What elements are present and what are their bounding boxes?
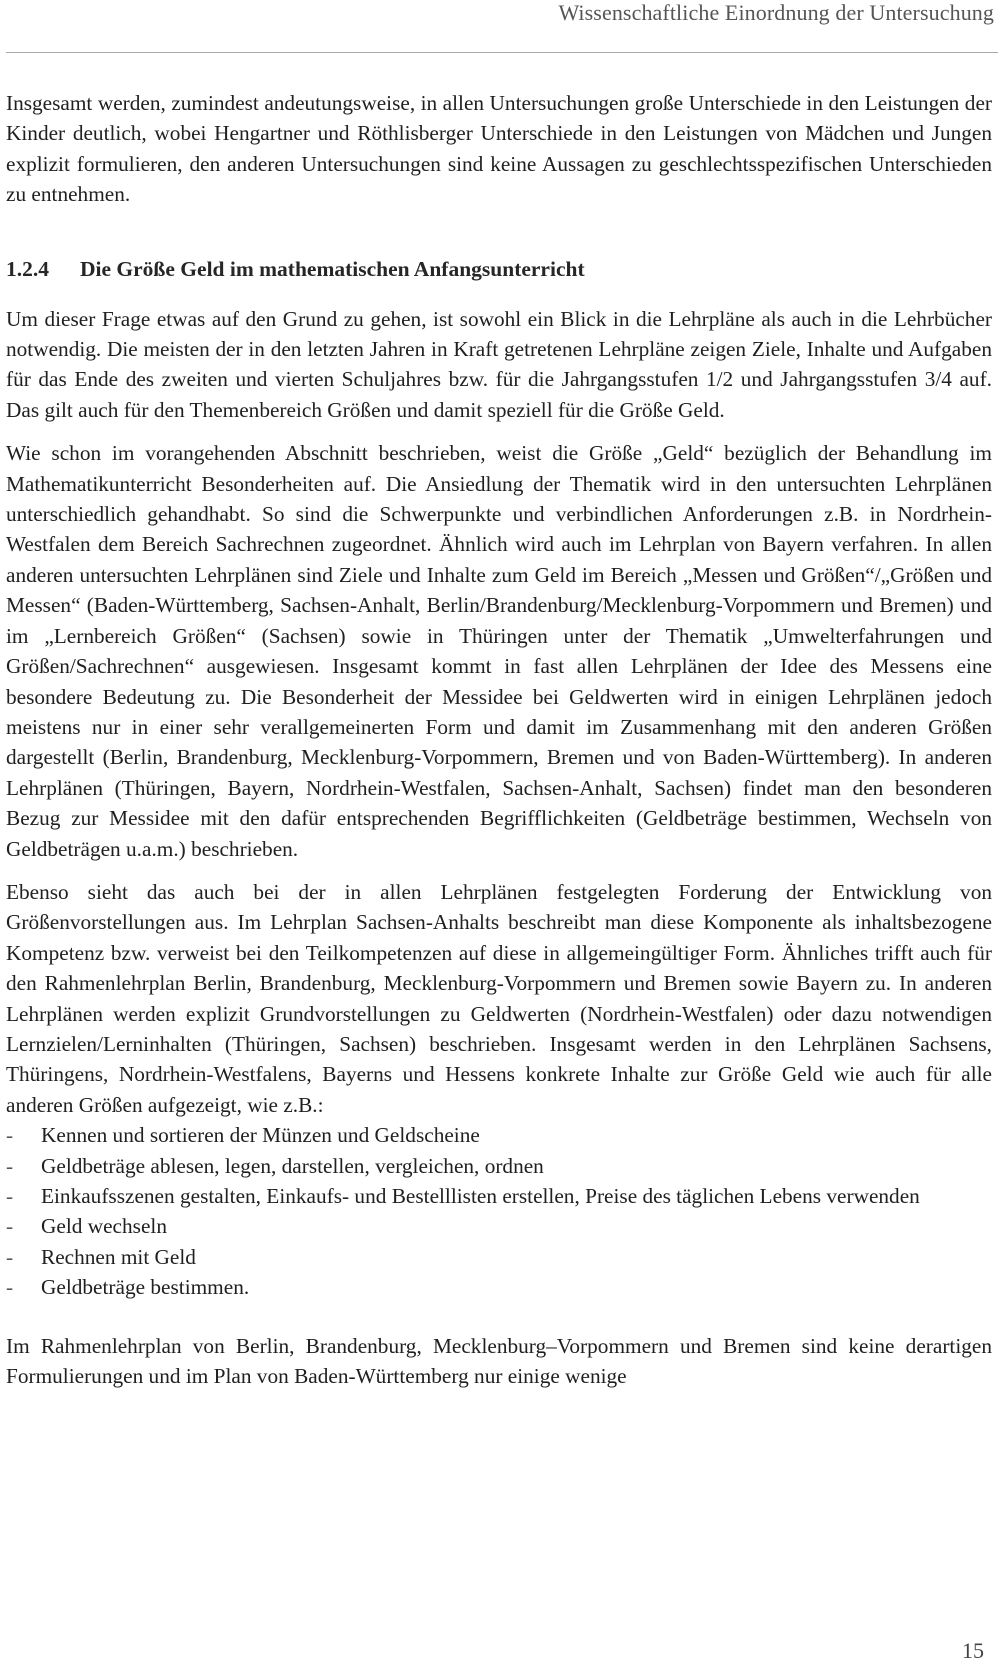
list-dash: -: [6, 1123, 14, 1148]
list-item: [6, 1242, 992, 1272]
list-dash: -: [6, 1214, 14, 1239]
list-item: [6, 1272, 992, 1302]
list-item: [6, 1181, 992, 1211]
list-item: [6, 1151, 992, 1181]
body-text: [6, 88, 992, 1391]
section-number: 1.2.4: [6, 256, 49, 281]
paragraph-closing: Im Rahmenlehrplan von Berlin, Brandenburg, Mecklenburg–Vorpommern und Bremen sind keine derartigen Formulierungen und im Plan von Baden-Württemberg nur einige wenige: [6, 1333, 992, 1389]
list-dash: -: [6, 1275, 14, 1300]
page-number: 15: [962, 1638, 984, 1663]
content-list: [6, 1120, 992, 1302]
running-header: Wissenschaftliche Einordnung der Untersuchung: [558, 0, 994, 25]
paragraph-size-concepts: Ebenso sieht das auch bei der in allen Lehrplänen festgelegten Forderung der Entwicklung von Größenvorstellungen aus. Im Lehrplan Sachsen-Anhalts beschreibt man diese Komponente als inhaltsbezogene Kompetenz bzw. verweist bei den Teilkompetenzen auf diese in allgemeingültiger Form. Ähnliches trifft auch für den Rahmenlehrplan Berlin, Brandenburg, Mecklenburg-Vorpommern und Bremen sowie Bayern zu. In anderen Lehrplänen werden explizit Grundvorstellungen zu Geldwerten (Nordrhein-Westfalen) oder dazu notwendigen Lernzielen/Lerninhalten (Thüringen, Sachsen) beschrieben. Insgesamt werden in den Lehrplänen Sachsens, Thüringens, Nordrhein-Westfalens, Bayerns und Hessens konkrete Inhalte zur Größe Geld wie auch für alle anderen Größen aufgezeigt, wie z.B.:: [6, 879, 992, 1117]
section-title: Die Größe Geld im mathematischen Anfangsunterricht: [80, 256, 585, 281]
paragraph-summary: Insgesamt werden, zumindest andeutungsweise, in allen Untersuchungen große Unterschiede in den Leistungen der Kinder deutlich, wobei Hengartner und Röthlisberger Unterschiede in den Leistungen von Mädchen und Jungen explizit formulieren, den anderen Untersuchungen sind keine Aussagen zu geschlechtsspezifischen Unterschieden zu entnehmen.: [6, 91, 992, 207]
list-item-text: Geldbeträge bestimmen.: [41, 1275, 250, 1300]
list-dash: -: [6, 1184, 14, 1208]
list-item-text: Einkaufsszenen gestalten, Einkaufs- und Bestelllisten erstellen, Preise des täglichen Lebens verwenden: [41, 1184, 920, 1208]
section-heading: [6, 254, 992, 284]
list-item-text: Geld wechseln: [41, 1214, 167, 1239]
list-dash: -: [6, 1153, 14, 1178]
list-item-text: Kennen und sortieren der Münzen und Geldscheine: [41, 1123, 480, 1148]
paragraph-curricula: Wie schon im vorangehenden Abschnitt beschrieben, weist die Größe „Geld“ bezüglich der Behandlung im Mathematikunterricht Besonderheiten auf. Die Ansiedlung der Thematik wird in den untersuchten Lehrplänen unterschiedlich gehandhabt. So sind die Schwerpunkte und verbindlichen Anforderungen z.B. in Nordrhein-Westfalen dem Bereich Sachrechnen zugeordnet. Ähnlich wird auch im Lehrplan von Bayern verfahren. In allen anderen untersuchten Lehrplänen sind Ziele und Inhalte zum Geld im Bereich „Messen und Größen“/„Größen und Messen“ (Baden-Württemberg, Sachsen-Anhalt, Berlin/Brandenburg/Mecklenburg-Vorpommern und Bremen) und im „Lernbereich Größen“ (Sachsen) sowie in Thüringen unter der Thematik „Umwelterfahrungen und Größen/Sachrechnen“ ausgewiesen. Insgesamt kommt in fast allen Lehrplänen der Idee des Messens eine besondere Bedeutung zu. Die Besonderheit der Messidee bei Geldwerten wird in einigen Lehrplänen jedoch meistens nur in einer sehr verallgemeinerten Form und damit im Zusammenhang mit den anderen Größen dargestellt (Berlin, Brandenburg, Mecklenburg-Vorpommern, Bremen und von Baden-Württemberg). In anderen Lehrplänen (Thüringen, Bayern, Nordrhein-Westfalen, Sachsen-Anhalt, Sachsen) findet man den besonderen Bezug zur Messidee mit den dafür entsprechenden Begrifflichkeiten (Geldbeträge bestimmen, Wechseln von Geldbeträgen u.a.m.) beschrieben.: [6, 441, 992, 861]
list-item-text: Geldbeträge ablesen, legen, darstellen, vergleichen, ordnen: [41, 1153, 544, 1178]
list-item: [6, 1211, 992, 1241]
list-dash: -: [6, 1244, 14, 1269]
list-item: [6, 1120, 992, 1150]
header-rule: [6, 52, 998, 53]
list-item-text: Rechnen mit Geld: [41, 1244, 196, 1269]
paragraph-intro: Um dieser Frage etwas auf den Grund zu gehen, ist sowohl ein Blick in die Lehrpläne als auch in die Lehrbücher notwendig. Die meisten der in den letzten Jahren in Kraft getretenen Lehrpläne zeigen Ziele, Inhalte und Aufgaben für das Ende des zweiten und vierten Schuljahres bzw. für die Jahrgangsstufen 1/2 und Jahrgangsstufen 3/4 auf. Das gilt auch für den Themenbereich Größen und damit speziell für die Größe Geld.: [6, 306, 992, 422]
